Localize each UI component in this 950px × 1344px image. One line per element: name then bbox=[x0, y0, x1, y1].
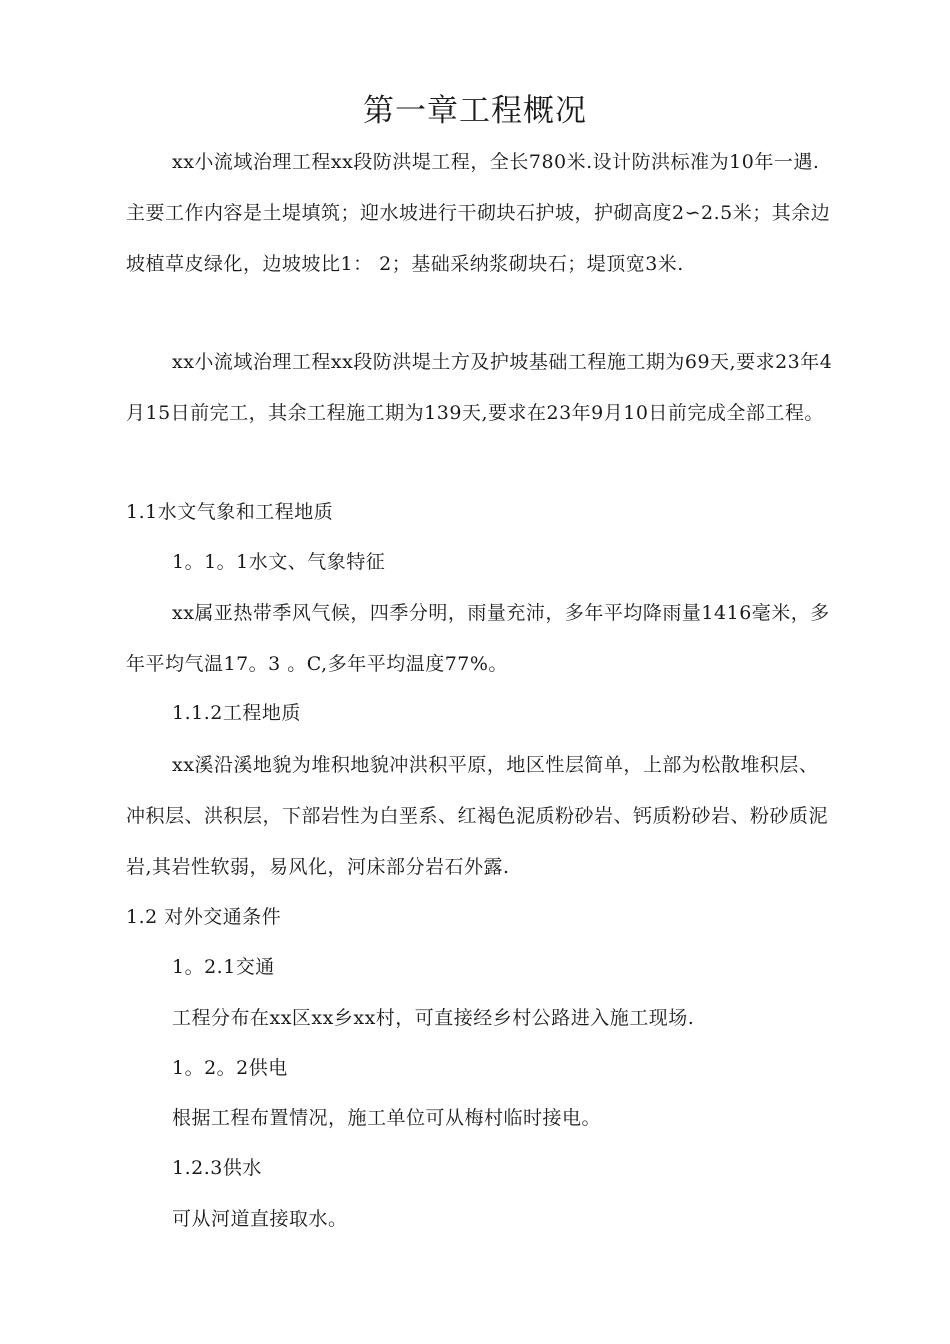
heading-1-1-1: 1。1。1水文、气象特征 bbox=[172, 551, 386, 573]
paragraph-geology: xx溪沿溪地貌为堆积地貌冲洪积平原，地区性层简单，上部为松散堆积层、冲积层、洪积层，下部岩性为白垩系、红褐色泥质粉砂岩、钙质粉砂岩、粉砂质泥岩,其岩性软弱，易风化，河床部分岩石外露. bbox=[126, 754, 829, 878]
heading-1-2-1: 1。2.1交通 bbox=[172, 956, 275, 978]
heading-1-1: 1.1水文气象和工程地质 bbox=[126, 501, 334, 523]
heading-1-1-2: 1.1.2工程地质 bbox=[172, 702, 301, 724]
paragraph-intro: xx小流域治理工程xx段防洪堤工程，全长780米.设计防洪标准为10年一遇.主要工作内容是土堤填筑；迎水坡进行干砌块石护坡，护砌高度2∽2.5米；其余边坡植草皮绿化，边坡坡比1： 2；基础采纳浆砌块石；堤顶宽3米. bbox=[126, 151, 831, 275]
heading-1-2-3: 1.2.3供水 bbox=[172, 1157, 262, 1179]
paragraph-schedule: xx小流域治理工程xx段防洪堤土方及护坡基础工程施工期为69天,要求23年4月15日前完工，其余工程施工期为139天,要求在23年9月10日前完成全部工程。 bbox=[126, 351, 833, 424]
paragraph-climate: xx属亚热带季风气候，四季分明，雨量充沛，多年平均降雨量1416毫米，多年平均气温17。3 。C,多年平均温度77%。 bbox=[126, 602, 830, 675]
heading-1-2-2: 1。2。2供电 bbox=[172, 1057, 288, 1079]
page-title: 第一章工程概况 bbox=[363, 93, 587, 129]
heading-1-2: 1.2 对外交通条件 bbox=[126, 906, 282, 928]
paragraph-power: 根据工程布置情况，施工单位可从梅村临时接电。 bbox=[172, 1107, 602, 1129]
paragraph-traffic: 工程分布在xx区xx乡xx村，可直接经乡村公路进入施工现场. bbox=[172, 1007, 695, 1029]
paragraph-water: 可从河道直接取水。 bbox=[172, 1208, 348, 1230]
